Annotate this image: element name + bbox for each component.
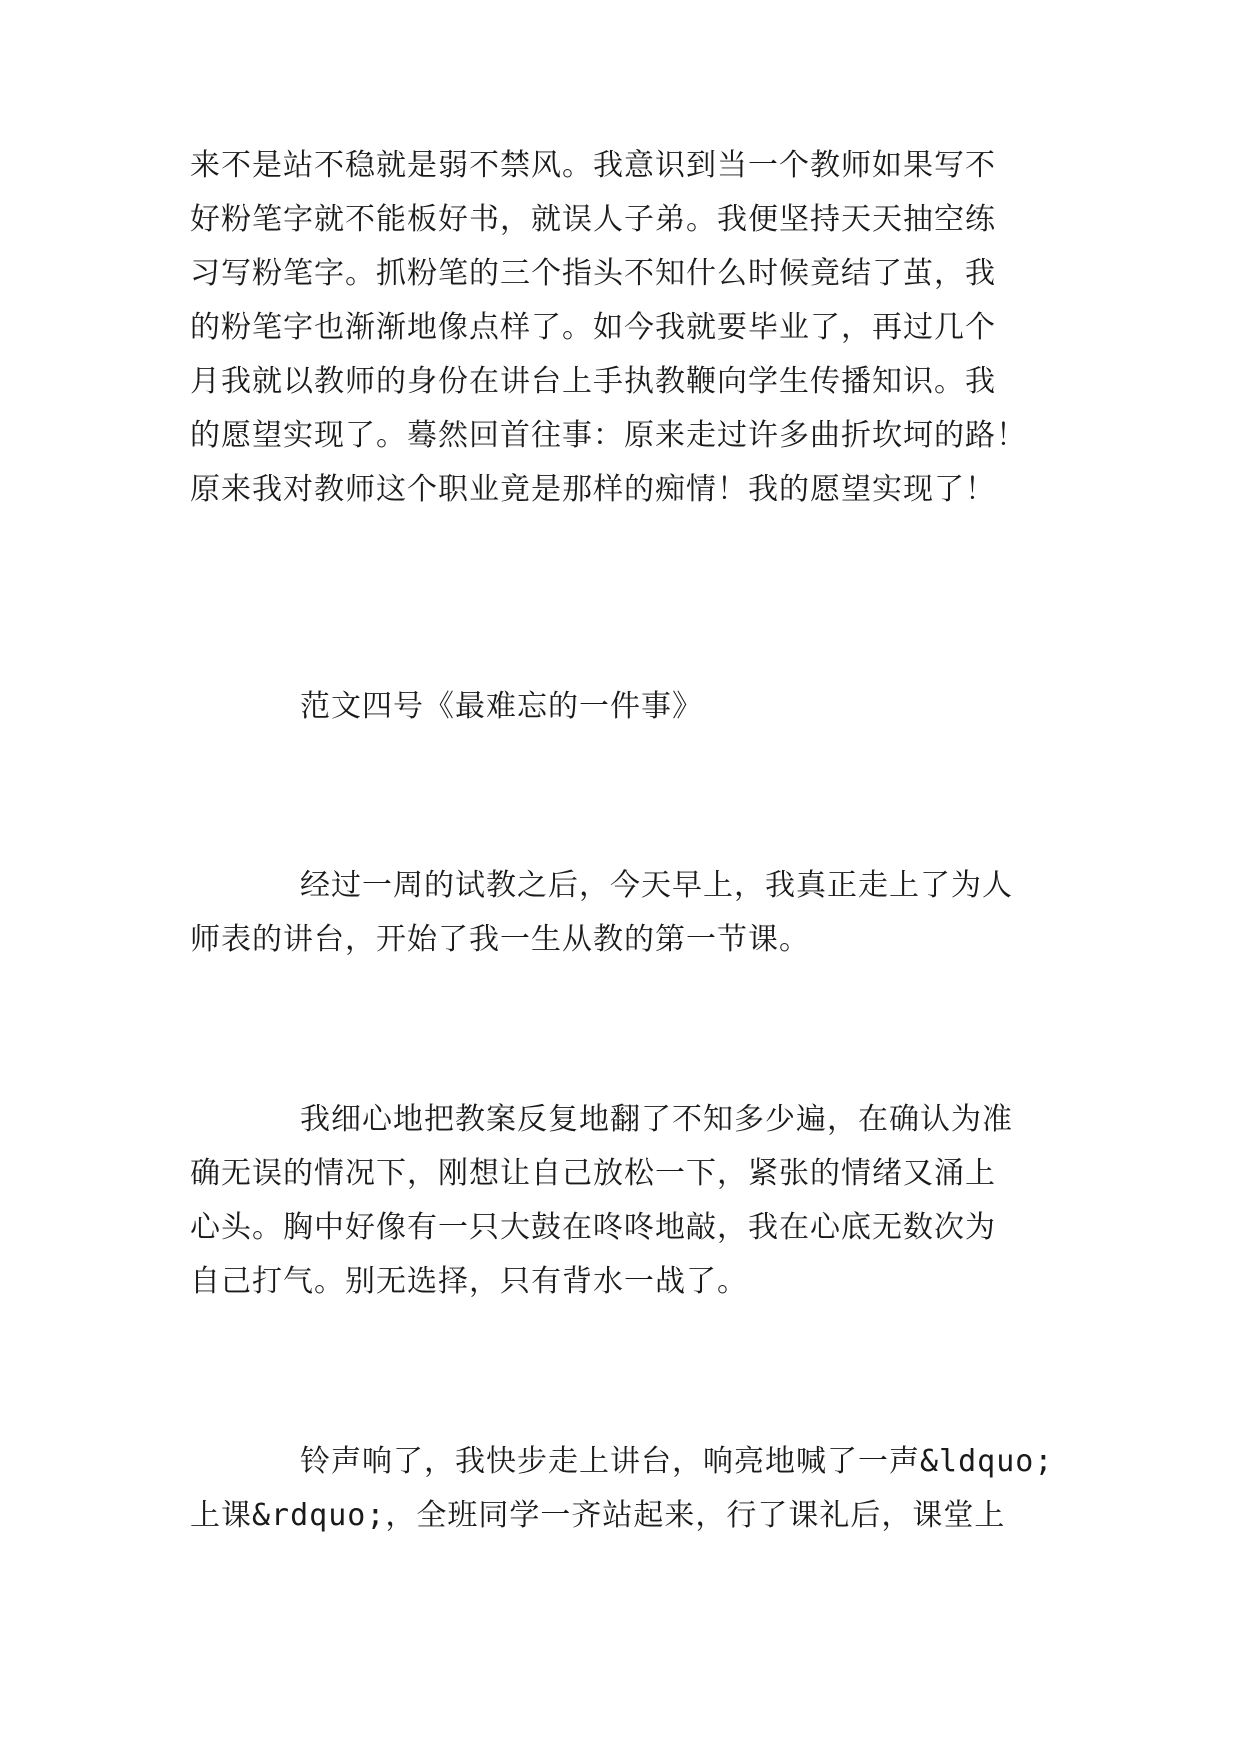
- text-line: 好粉笔字就不能板好书，就误人子弟。我便坚持天天抽空练: [190, 202, 996, 237]
- text-line: 来不是站不稳就是弱不禁风。我意识到当一个教师如果写不: [190, 148, 996, 183]
- text-line: 的粉笔字也渐渐地像点样了。如今我就要毕业了，再过几个: [190, 310, 996, 345]
- text-line: 确无误的情况下，刚想让自己放松一下，紧张的情绪又涌上: [190, 1156, 996, 1191]
- text-line: 心头。胸中好像有一只大鼓在咚咚地敲，我在心底无数次为: [190, 1210, 996, 1245]
- text-line: 上课&rdquo;，全班同学一齐站起来，行了课礼后，课堂上: [190, 1498, 1006, 1533]
- text-line: 铃声响了，我快步走上讲台，响亮地喊了一声&ldquo;: [300, 1444, 1054, 1479]
- text-line: 的愿望实现了。蓦然回首往事：原来走过许多曲折坎坷的路！: [190, 418, 1027, 453]
- heading-text: 范文四号《最难忘的一件事》: [300, 689, 703, 724]
- text-line: 我细心地把教案反复地翻了不知多少遍，在确认为准: [300, 1102, 1013, 1137]
- text-line: 原来我对教师这个职业竟是那样的痴情！我的愿望实现了！: [190, 472, 996, 507]
- text-line: 月我就以教师的身份在讲台上手执教鞭向学生传播知识。我: [190, 364, 996, 399]
- text-line: 经过一周的试教之后，今天早上，我真正走上了为人: [300, 868, 1013, 903]
- text-line: 师表的讲台，开始了我一生从教的第一节课。: [190, 922, 810, 957]
- text-line: 自己打气。别无选择，只有背水一战了。: [190, 1264, 748, 1299]
- text-line: 习写粉笔字。抓粉笔的三个指头不知什么时候竟结了茧，我: [190, 256, 996, 291]
